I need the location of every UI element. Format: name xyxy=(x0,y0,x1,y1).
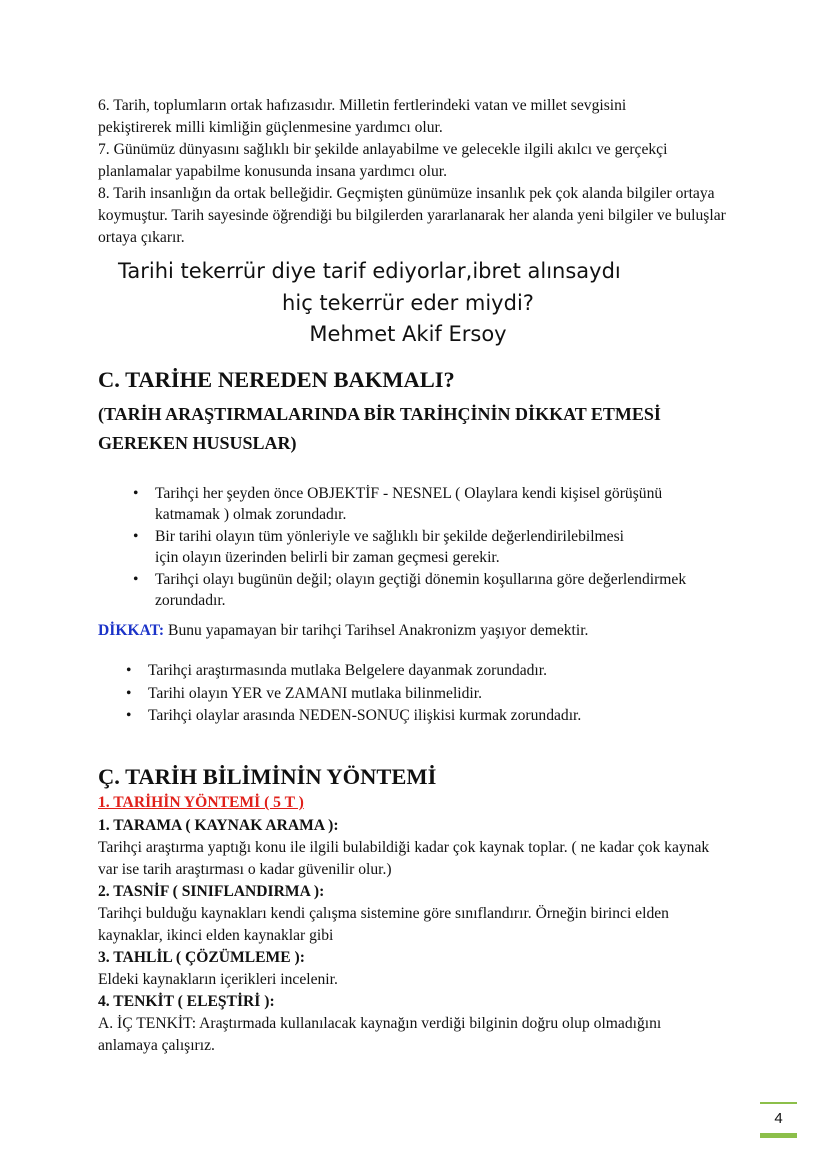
paragraph-8: 8. Tarih insanlığın da ortak belleğidir. Geçmişten günümüze insanlık pek çok alanda bilgiler ortaya koymuştur. Tarih sayesinde öğrendiği bu bilgilerden yararlanarak her alanda yeni bilgiler ve buluşlar ortaya çıkarır. xyxy=(98,185,726,246)
page-number-rule-top xyxy=(760,1102,797,1104)
bullet-list-1 xyxy=(125,484,735,613)
page-number-rule-bottom xyxy=(760,1133,797,1138)
quote-line-2: hiç tekerrür eder miydi? xyxy=(282,290,534,315)
method-text: Tarihçi bulduğu kaynakları kendi çalışma sistemine göre sınıflandırır. Örneğin birinci elden kaynaklar, ikinci elden kaynaklar gibi xyxy=(98,905,669,944)
paragraph-7: 7. Günümüz dünyasını sağlıklı bir şekilde anlayabilme ve gelecekle ilgili akılcı ve gerçekçi planlamalar yapabilme konusunda insana yardımcı olur. xyxy=(98,141,668,180)
list-item: • Tarihçi araştırmasında mutlaka Belgelere dayanmak zorundadır. xyxy=(118,661,738,682)
method-heading: 3. TAHLİL ( ÇÖZÜMLEME ): xyxy=(98,949,305,966)
method-text: Tarihçi araştırma yaptığı konu ile ilgili bulabildiği kadar çok kaynak toplar. ( ne kadar çok kaynak var ise tarih araştırması o kadar güvenilir olur.) xyxy=(98,839,710,878)
method-text: A. İÇ TENKİT: Araştırmada kullanılacak kaynağın verdiği bilginin doğru olup olmadığını anlamaya çalışırız. xyxy=(98,1015,662,1054)
note-label: DİKKAT: xyxy=(98,622,165,639)
section-cc-subtitle: 1. TARİHİN YÖNTEMİ ( 5 T ) xyxy=(98,794,304,811)
note-text: Bunu yapamayan bir tarihçi Tarihsel Anakronizm yaşıyor demektir. xyxy=(164,622,589,639)
section-cc-title: Ç. TARİH BİLİMİNİN YÖNTEMİ xyxy=(98,764,437,789)
list-item: • Tarihi olayın YER ve ZAMANI mutlaka bilinmelidir. xyxy=(118,684,738,705)
method-heading: 1. TARAMA ( KAYNAK ARAMA ): xyxy=(98,817,339,834)
paragraph-6: 6. Tarih, toplumların ortak hafızasıdır. Milletin fertlerindeki vatan ve millet sevgisini pekiştirerek milli kimliğin güçlenmesine yardımcı olur. xyxy=(98,97,627,136)
page-number: 4 xyxy=(774,1110,783,1127)
bullet-list-2 xyxy=(118,661,738,729)
method-text: Eldeki kaynakların içerikleri incelenir. xyxy=(98,971,338,988)
method-heading: 4. TENKİT ( ELEŞTİRİ ): xyxy=(98,993,275,1010)
list-item: • Tarihçi her şeyden önce OBJEKTİF - NESNEL ( Olaylara kendi kişisel görüşünü katmamak ) olmak zorundadır. xyxy=(125,484,735,525)
quote-line-1: Tarihi tekerrür diye tarif ediyorlar,ibret alınsaydı xyxy=(118,259,621,283)
section-c-subtitle: (TARİH ARAŞTIRMALARINDA BİR TARİHÇİNİN DİKKAT ETMESİ GEREKEN HUSUSLAR) xyxy=(98,404,661,453)
list-item: • Bir tarihi olayın tüm yönleriyle ve sağlıklı bir şekilde değerlendirilebilmesi için olayın üzerinden belirli bir zaman geçmesi gerekir. xyxy=(125,527,735,568)
quote xyxy=(98,256,718,351)
note xyxy=(98,620,738,642)
method-heading: 2. TASNİF ( SINIFLANDIRMA ): xyxy=(98,883,325,900)
method-list xyxy=(98,815,718,1057)
list-item: • Tarihçi olayı bugünün değil; olayın geçtiği dönemin koşullarına göre değerlendirmek zorundadır. xyxy=(125,570,735,611)
quote-author: Mehmet Akif Ersoy xyxy=(309,322,507,346)
list-item: • Tarihçi olaylar arasında NEDEN-SONUÇ ilişkisi kurmak zorundadır. xyxy=(118,706,738,727)
section-c-title: C. TARİHE NEREDEN BAKMALI? xyxy=(98,367,455,392)
